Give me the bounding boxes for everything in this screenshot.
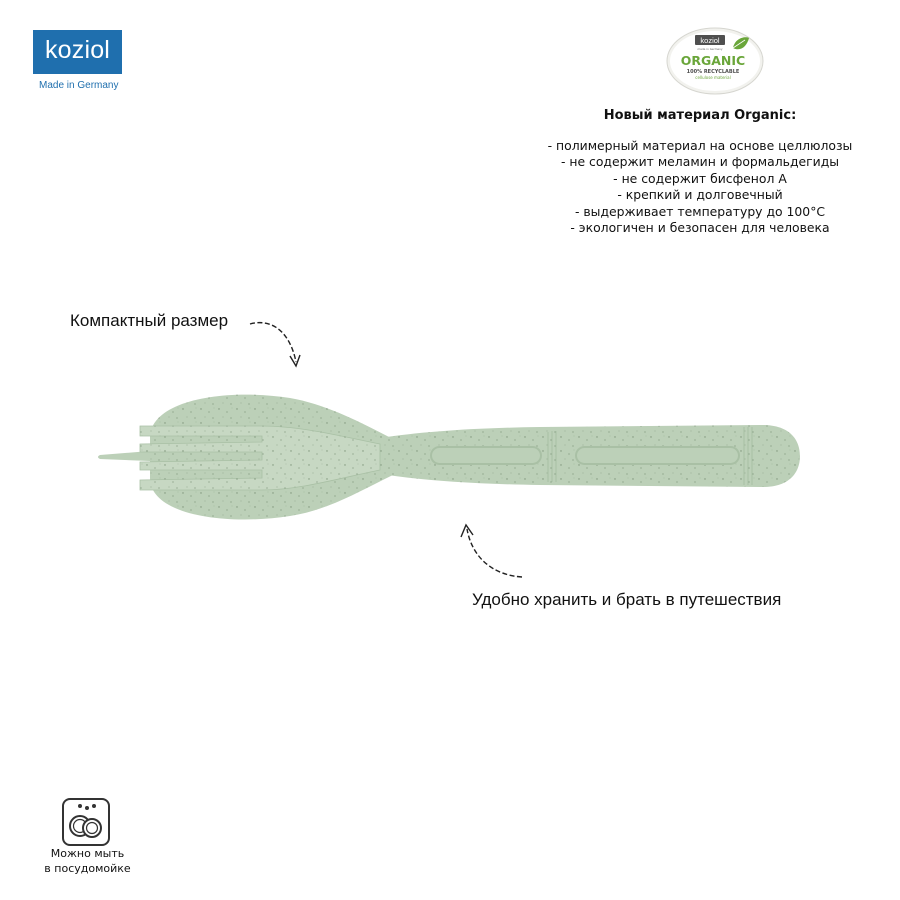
badge-small-text: made in Germany: [697, 47, 723, 51]
handle: [380, 425, 800, 487]
badge-material-text: cellulose material: [695, 75, 731, 80]
travel-callout: Удобно хранить и брать в путешествия: [472, 590, 782, 609]
badge-main-text: ORGANIC: [680, 53, 746, 68]
compact-size-callout: Компактный размер: [70, 311, 229, 330]
material-feature-item: - выдерживает температуру до 100°C: [574, 203, 826, 219]
dishwasher-label-line1: Можно мыть: [50, 847, 125, 860]
material-feature-item: - крепкий и долговечный: [617, 187, 783, 202]
material-feature-item: - не содержит меламин и формальдегиды: [560, 154, 840, 169]
brand-tagline: Made in Germany: [39, 80, 119, 91]
dishwasher-label-line2: в посудомойке: [44, 862, 131, 875]
badge-recyclable-text: 100% RECYCLABLE: [686, 69, 740, 75]
badge-top-text: koziol: [700, 36, 720, 45]
dishwasher-label: [30, 846, 145, 876]
knife: [98, 451, 150, 461]
material-feature-item: - полимерный материал на основе целлюлозы: [547, 137, 853, 153]
material-feature-item: - не содержит бисфенол А: [613, 170, 787, 186]
brand-logo-text: koziol: [44, 36, 111, 64]
material-info-title: Новый материал Organic:: [603, 108, 797, 123]
material-feature-item: - экологичен и безопасен для человека: [570, 220, 830, 235]
dishwasher-icon: [60, 796, 112, 848]
